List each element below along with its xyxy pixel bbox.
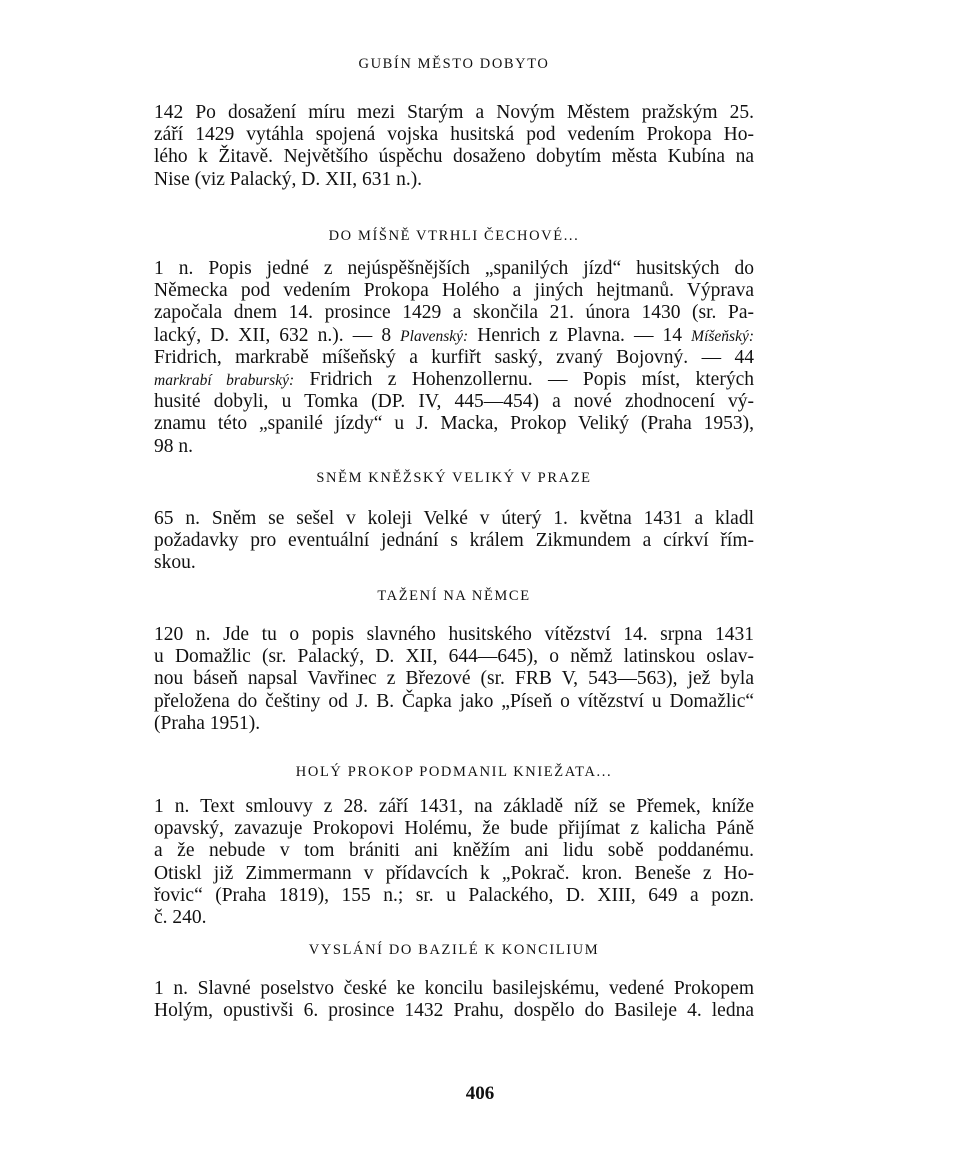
- section-heading-holy-prokop: HOLÝ PROKOP PODMANIL KNIEŽATA...: [295, 764, 613, 780]
- text-line: husité dobyli, u Tomka (DP. IV, 445—454) a nové zhodnocení vý-: [154, 391, 754, 413]
- text-line: požadavky pro eventuální jednání s králem Zikmundem a církví řím-: [154, 530, 754, 552]
- text-line: lacký, D. XII, 632 n.). — 8 Plavenský: Henrich z Plavna. — 14 Míšeňský:: [154, 324, 754, 346]
- text-line: řovic“ (Praha 1819), 155 n.; sr. u Palackého, D. XIII, 649 a pozn.: [154, 884, 754, 906]
- text-line: skou.: [154, 552, 196, 574]
- text-line: 142 Po dosažení míru mezi Starým a Novým Městem pražským 25.: [154, 102, 754, 123]
- text-line: Otiskl již Zimmermann v přídavcích k „Pokrač. kron. Beneše z Ho-: [154, 862, 754, 884]
- text-line: Fridrich, markrabě míšeňský a kurfiřt saský, zvaný Bojovný. — 44: [154, 346, 754, 368]
- section-heading-snem: SNĚM KNĚŽSKÝ VELIKÝ V PRAZE: [316, 470, 592, 486]
- text-line: přeložena do češtiny od J. B. Čapka jako „Píseň o vítězství u Domažlic“: [154, 690, 754, 712]
- text-line: 65 n. Sněm se sešel v koleji Velké v úterý 1. května 1431 a kladl: [154, 508, 754, 529]
- text-line: lého k Žitavě. Největšího úspěchu dosaženo dobytím města Kubína na: [154, 146, 754, 168]
- paragraph-holy-prokop: [154, 796, 754, 929]
- text-line: markrabí braburský: Fridrich z Hohenzollernu. — Popis míst, kterých: [154, 368, 754, 390]
- text-line: znamu této „spanilé jízdy“ u J. Macka, Prokop Veliký (Praha 1953),: [154, 413, 754, 435]
- paragraph-intro: [154, 102, 754, 191]
- page-number: 406: [465, 1083, 495, 1104]
- section-heading-misne: DO MÍŠNĚ VTRHLI ČECHOVÉ...: [328, 228, 580, 244]
- cited-name: markrabí braburský:: [154, 371, 295, 389]
- section-heading-tazeni: TAŽENÍ NA NĚMCE: [377, 588, 531, 604]
- text-line: u Domažlic (sr. Palacký, D. XII, 644—645), o němž latinskou oslav-: [154, 646, 754, 668]
- text-line: započala dnem 14. prosince 1429 a skončila 21. února 1430 (sr. Pa-: [154, 302, 754, 324]
- text-line: Nise (viz Palacký, D. XII, 631 n.).: [154, 168, 423, 190]
- text-line: opavský, zavazuje Prokopovi Holému, že bude přijímat z kalicha Páně: [154, 818, 754, 840]
- paragraph-snem: [154, 508, 754, 575]
- text-line: Německa pod vedením Prokopa Holého a jiných hejtmanů. Výprava: [154, 280, 754, 302]
- paragraph-vyslani: [154, 978, 754, 1022]
- text-line: 98 n.: [154, 435, 193, 457]
- text-line: nou báseň napsal Vavřinec z Březové (sr. FRB V, 543—563), jež byla: [154, 668, 754, 690]
- paragraph-misne: [154, 258, 754, 458]
- text-line: (Praha 1951).: [154, 712, 261, 734]
- cited-name: Míšeňský:: [691, 327, 754, 345]
- text-line: září 1429 vytáhla spojená vojska husitská pod vedením Prokopa Ho-: [154, 124, 754, 146]
- text-line: Holým, opustivši 6. prosince 1432 Prahu, dospělo do Basileje 4. ledna: [154, 1000, 754, 1022]
- paragraph-tazeni: [154, 624, 754, 735]
- running-head: GUBÍN MĚSTO DOBYTO: [358, 56, 550, 72]
- text-line: 120 n. Jde tu o popis slavného husitského vítězství 14. srpna 1431: [154, 624, 754, 645]
- text-line: 1 n. Slavné poselstvo české ke koncilu basilejskému, vedené Prokopem: [154, 978, 754, 999]
- text-line: 1 n. Popis jedné z nejúspěšnějších „spanilých jízd“ husitských do: [154, 258, 754, 279]
- text-line: a že nebude v tom brániti ani kněžím ani lidu sobě poddanému.: [154, 840, 754, 862]
- text-line: 1 n. Text smlouvy z 28. září 1431, na základě níž se Přemek, kníže: [154, 796, 754, 817]
- cited-name: Plavenský:: [400, 327, 469, 345]
- section-heading-vyslani: VYSLÁNÍ DO BAZILÉ K KONCILIUM: [308, 942, 600, 958]
- text-line: č. 240.: [154, 906, 207, 928]
